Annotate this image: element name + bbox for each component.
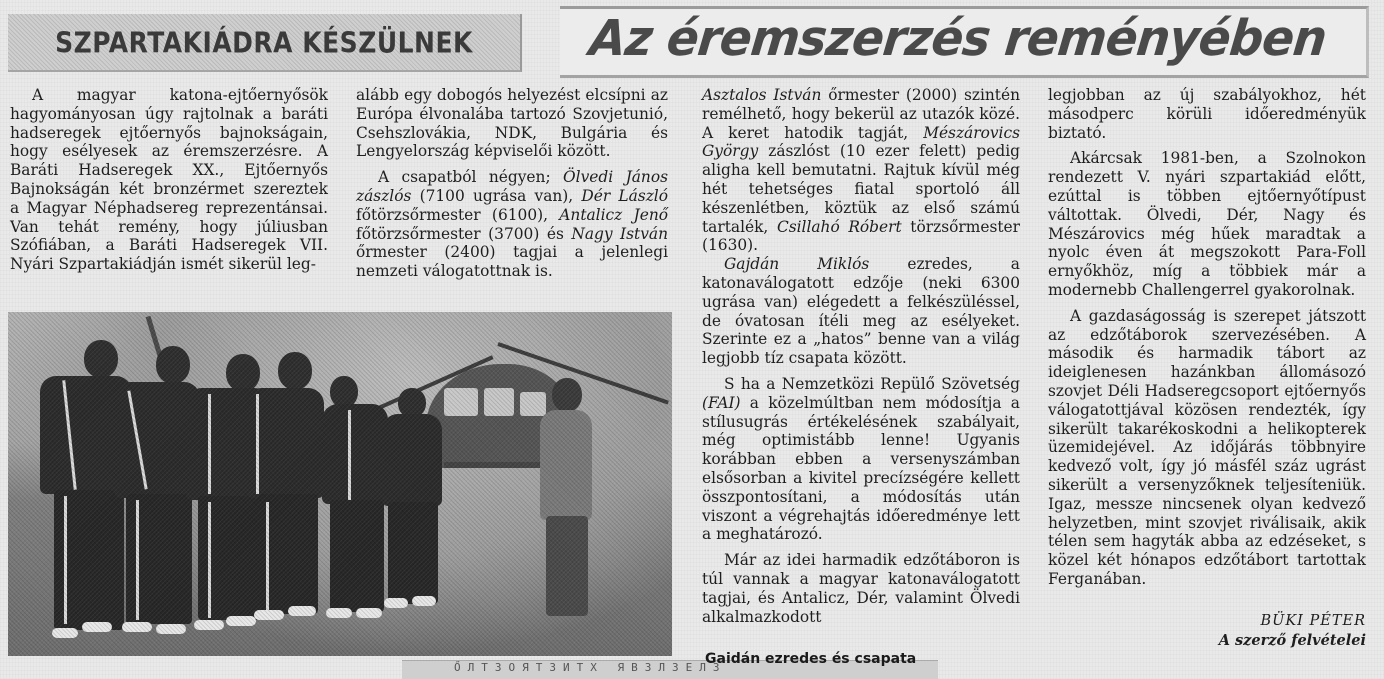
photo-caption: Gaidán ezredes és csapata — [705, 651, 917, 667]
person-name: Nagy István — [571, 224, 668, 243]
paragraph: Akárcsak 1981-ben, a Szolnokon rendezett V. nyári szpartakiád előtt, ezúttal is többen ejtőernyőtípust váltottak. Ölvedi, Dér, Nagy és Mészárovics még hűek maradtak a nyolc éven át megszokott Para-Foll ernyőkhöz, míg a többiek már a modernebb Challengerrel gyakorolnak. — [1048, 149, 1366, 299]
photo-credit: A szerző felvételei — [1218, 631, 1366, 649]
person-name: Dér László — [581, 186, 668, 205]
paragraph: A csapatból négyen; Ölvedi János zászlós (7100 ugrása van), Dér László főtörzsőrmester (6100), Antalicz Jenő főtörzsőrmester (3700) és Nagy István őrmester (2400) tagjai a jelenlegi nemzeti válogatottnak is. — [356, 168, 668, 281]
article-column-2 — [356, 86, 668, 281]
article-headline: Az éremszerzés reményében — [586, 9, 1329, 68]
byline — [1048, 611, 1366, 651]
paragraph: legjobban az új szabályokhoz, hét másodperc körüli időeredményük biztató. — [1048, 86, 1366, 142]
paragraph: Már az idei harmadik edzőtáboron is túl vannak a magyar katonaválogatott tagjai, és Antalicz, Dér, valamint Ölvedi alkalmazkodott — [702, 551, 1020, 626]
paragraph: alább egy dobogós helyezést elcsípni az Európa élvonalába tartozó Szovjetunió, Csehszlovákia, NDK, Bulgária és Lengyelország képviselői között. — [356, 86, 668, 161]
section-kicker — [8, 14, 522, 72]
person-name: Ölvedi János zászlós — [356, 168, 668, 205]
helicopter-window — [520, 392, 546, 416]
article-column-3 — [702, 86, 1020, 626]
paragraph: Gajdán Miklós ezredes, a katonaválogatott edzője (neki 6300 ugrása van) elégedett a felkészüléssel, de óvatosan ítéli meg az esélyeket. Szerinte ez a „hatos” benne van a világ legjobb tíz csapata között. — [702, 255, 1020, 368]
helicopter-window — [444, 388, 478, 416]
organization-abbr: (FAI) — [702, 393, 741, 412]
person-name: Csillahó Róbert — [776, 217, 902, 236]
paragraph: Asztalos István őrmester (2000) szintén remélhető, hogy bekerül az utazók közé. A keret hatodik tagját, Mészárovics György zászlóst (10 ezer felett) pedig aligha kell bemutatni. Rajtuk kívül még hét tehetséges fiatal sportoló áll készenlétben, köztük az első számú tartalék, Csillahó Róbert törzsőrmester (1630). — [702, 86, 1020, 255]
headline-box — [560, 6, 1369, 78]
helicopter-window — [484, 388, 514, 416]
kicker-text: SZPARTAKIÁDRA KÉSZÜLNEK — [55, 25, 473, 59]
cut-clipping-strip: ŐЛТЗОЯТЗИТХ ЯВЗЛЗЕЛЗ — [402, 660, 938, 679]
team-photo — [8, 312, 672, 656]
person-name: Gajdán Miklós — [724, 255, 870, 274]
person-name: Asztalos István — [702, 86, 822, 104]
article-column-1 — [10, 86, 328, 274]
paragraph: S ha a Nemzetközi Repülő Szövetség (FAI) a közelmúltban nem módosítja a stílusugrás értékelésének szabályait, még optimistább lenne! Ugyanis korábban ebben a versenyszámban elsősorban a kivitel precízségére kellett összpontosítani, a módosítás után viszont a végrehajtás időeredménye lett a meghatározó. — [702, 374, 1020, 544]
article-column-4 — [1048, 86, 1366, 651]
paragraph: A magyar katona-ejtőernyősök hagyományosan úgy rajtolnak a baráti hadseregek ejtőernyős bajnokságain, hogy esélyesek az éremszerzésre. A Baráti Hadseregek XX., Ejtőernyős Bajnokságán két bronzérmet szereztek a Magyar Néphadsereg reprezentánsai. Van tehát remény, hogy júliusban Szófiában, a Baráti Hadseregek VII. Nyári Szpartakiádján ismét sikerül leg- — [10, 86, 328, 274]
person-name: Antalicz Jenő — [559, 205, 668, 224]
author-name: BÜKI PÉTER — [1260, 612, 1366, 629]
paragraph: A gazdaságosság is szerepet játszott az edzőtáborok szervezésében. A második és harmadik tábort az ideiglenesen hazánkban állomásozó szovjet Déli Hadseregcsoport ejtőernyős válogatottjával közösen rendezték, így sikerült takarékoskodni a helikopterek üzemidejével. Az időjárás többnyire kedvező volt, így jó másfél száz ugrást sikerült a versenyzőknek teljesíteniük. Igaz, messze nincsenek olyan kedvező helyzetben, mint szovjet riválisaik, akik télen sem hagyták abba az edzéseket, s közel két hónapos edzőtábort tartottak Ferganában. — [1048, 306, 1366, 588]
person-name: Mészárovics György — [702, 123, 1020, 161]
helicopter-skid — [444, 462, 554, 468]
